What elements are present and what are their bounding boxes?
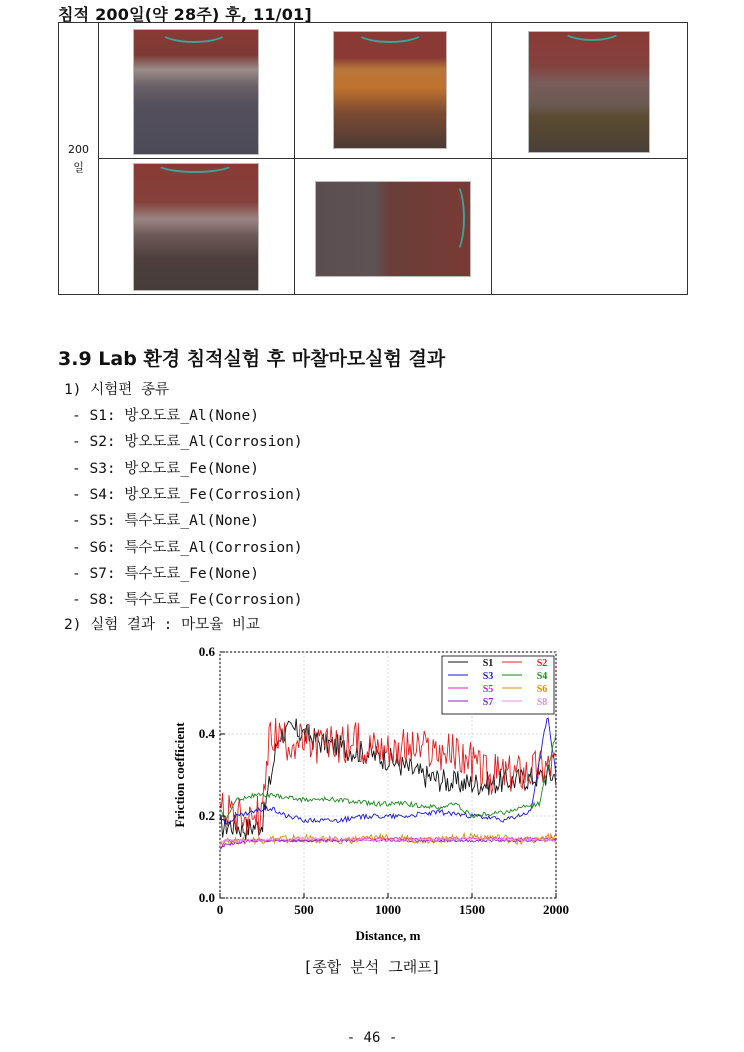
specimen-photo-4 bbox=[99, 159, 295, 295]
specimen-photo-2 bbox=[295, 23, 491, 159]
specimen-panel-image bbox=[333, 31, 447, 149]
y-axis-label: Friction coefficient bbox=[172, 722, 187, 828]
specimen-item-s8: - S8: 특수도료_Fe(Corrosion) bbox=[72, 592, 303, 608]
legend-label: S1 bbox=[482, 658, 494, 669]
figure-caption: [종합 분석 그래프] bbox=[303, 958, 441, 976]
legend-label: S3 bbox=[482, 671, 494, 682]
list-item-results: 2) 실험 결과 : 마모율 비교 bbox=[64, 617, 260, 633]
friction-chart bbox=[168, 644, 578, 950]
specimen-item-s4: - S4: 방오도료_Fe(Corrosion) bbox=[72, 487, 303, 503]
specimen-photo-5 bbox=[295, 159, 491, 295]
hanging-wire bbox=[159, 19, 229, 43]
specimen-photo-3 bbox=[491, 23, 687, 159]
specimen-photo-1 bbox=[99, 23, 295, 159]
hanging-wire bbox=[562, 19, 622, 41]
x-tick-label: 0 bbox=[216, 902, 224, 917]
list-item-specimen-types: 1) 시험편 종류 bbox=[64, 382, 169, 398]
legend-label: S4 bbox=[536, 671, 548, 682]
specimen-photo-table bbox=[58, 22, 688, 295]
specimen-item-s3: - S3: 방오도료_Fe(None) bbox=[72, 461, 259, 477]
specimen-panel-image bbox=[133, 29, 259, 155]
y-tick-label: 0.6 bbox=[198, 644, 215, 659]
legend-label: S5 bbox=[482, 684, 494, 695]
specimen-item-s2: - S2: 방오도료_Al(Corrosion) bbox=[72, 434, 303, 450]
specimen-item-s5: - S5: 특수도료_Al(None) bbox=[72, 513, 259, 529]
x-tick-label: 1500 bbox=[459, 902, 485, 917]
y-tick-label: 0.4 bbox=[198, 726, 215, 741]
day-label-cell bbox=[59, 23, 99, 295]
specimen-item-s1: - S1: 방오도료_Al(None) bbox=[72, 408, 259, 424]
x-axis-label: Distance, m bbox=[355, 928, 421, 943]
specimen-panel-image bbox=[133, 163, 259, 291]
specimen-panel-image bbox=[528, 31, 650, 153]
page-number: - 46 - bbox=[346, 1030, 398, 1046]
specimen-item-s6: - S6: 특수도료_Al(Corrosion) bbox=[72, 540, 303, 556]
y-tick-label: 0.0 bbox=[198, 890, 215, 905]
legend-label: S7 bbox=[482, 697, 494, 708]
specimen-item-s7: - S7: 특수도료_Fe(None) bbox=[72, 566, 259, 582]
day-label-unit: 일 bbox=[73, 160, 84, 174]
legend-label: S6 bbox=[536, 684, 548, 695]
day-label-number: 200 bbox=[68, 142, 90, 156]
y-tick-label: 0.2 bbox=[198, 808, 215, 823]
empty-photo-cell bbox=[491, 159, 687, 295]
top-heading: 침적 200일(약 28주) 후, 11/01] bbox=[58, 5, 312, 24]
x-tick-label: 500 bbox=[294, 902, 314, 917]
friction-chart-svg bbox=[168, 644, 578, 950]
section-title: 3.9 Lab 환경 침적실험 후 마찰마모실험 결과 bbox=[58, 348, 446, 370]
hanging-wire bbox=[155, 153, 235, 173]
legend-label: S2 bbox=[536, 658, 548, 669]
hanging-wire bbox=[355, 19, 425, 43]
x-tick-label: 2000 bbox=[543, 902, 569, 917]
legend-label: S8 bbox=[536, 697, 548, 708]
x-tick-label: 1000 bbox=[375, 902, 401, 917]
